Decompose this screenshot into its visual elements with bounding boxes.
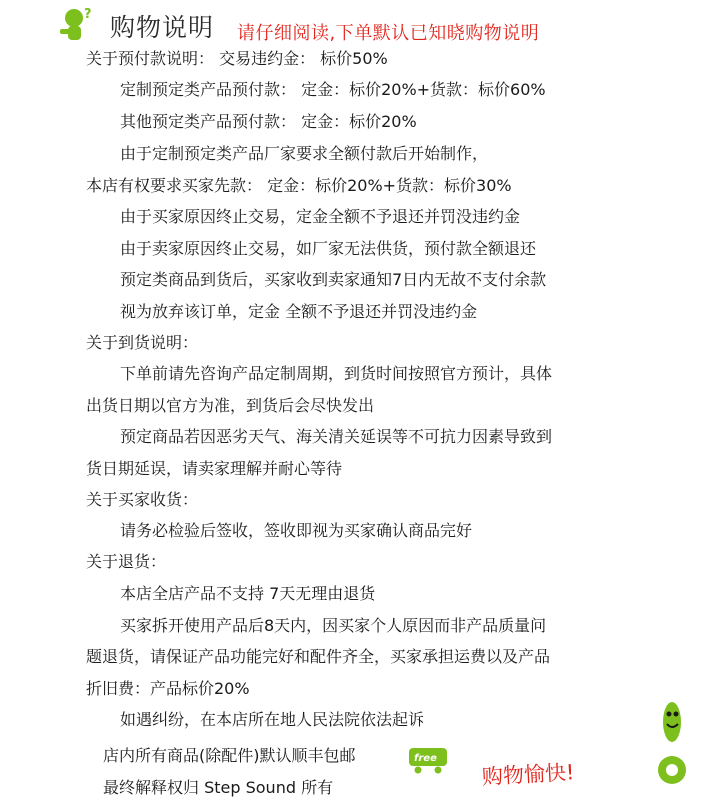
text-line: 由于买家原因终止交易，定金全额不予退还并罚没违约金 [120,207,521,226]
text-line: 视为放弃该订单，定金 全额不予退还并罚没违约金 [120,302,478,321]
free-badge-text: free [414,753,437,764]
text-line: 其他预定类产品预付款： 定金：标价20% [120,112,417,131]
text-line: 预定类商品到货后，买家收到卖家通知7日内无故不支付余款 [120,270,547,289]
text-line: 如遇纠纷，在本店所在地人民法院依法起诉 [120,710,425,729]
text-line: 题退货，请保证产品功能完好和配件齐全，买家承担运费以及产品 [86,647,551,666]
text-line: 定制预定类产品预付款： 定金：标价20%+货款：标价60% [120,80,546,99]
final-note: 最终解释权归 Step Sound 所有 [103,778,334,797]
text-line: 出货日期以官方为准，到货后会尽快发出 [86,396,375,415]
happy-shopping-text [480,754,650,794]
text-line: 折旧费：产品标价20% [86,679,250,698]
page-title: 购物说明 [110,13,215,42]
green-mascot-thinking-icon [58,6,102,44]
svg-text:?: ? [84,7,92,22]
page-subtitle: 请仔细阅读,下单默认已知晓购物说明 [237,23,540,44]
header [0,0,705,46]
green-exclamation-figure-icon [650,700,696,792]
section-heading: 关于退货： [86,552,167,571]
text-line: 请务必检验后签收，签收即视为买家确认商品完好 [120,521,473,540]
text-line: 本店全店产品不支持 7天无理由退货 [120,584,376,603]
delivery-truck-icon [408,746,448,776]
text-line: 预定商品若因恶劣天气、海关清关延误等不可抗力因素导致到 [120,427,553,446]
text-line: 由于定制预定类产品厂家要求全额付款后开始制作， [120,144,489,163]
text-line: 买家拆开使用产品后8天内，因买家个人原因而非产品质量问 [120,616,547,635]
happy-text: 购物愉快! [481,760,575,790]
text-line: 本店有权要求买家先款： 定金：标价20%+货款：标价30% [86,176,512,195]
shipping-note: 店内所有商品(除配件)默认顺丰包邮 [103,746,356,765]
text-line: 关于预付款说明： 交易违约金： 标价50% [86,49,388,68]
section-heading: 关于到货说明： [86,333,199,352]
text-line: 由于卖家原因终止交易，如厂家无法供货，预付款全额退还 [120,239,537,258]
text-line: 下单前请先咨询产品定制周期，到货时间按照官方预计，具体 [120,364,553,383]
text-line: 货日期延误，请卖家理解并耐心等待 [86,459,343,478]
section-heading: 关于买家收货： [86,490,199,509]
